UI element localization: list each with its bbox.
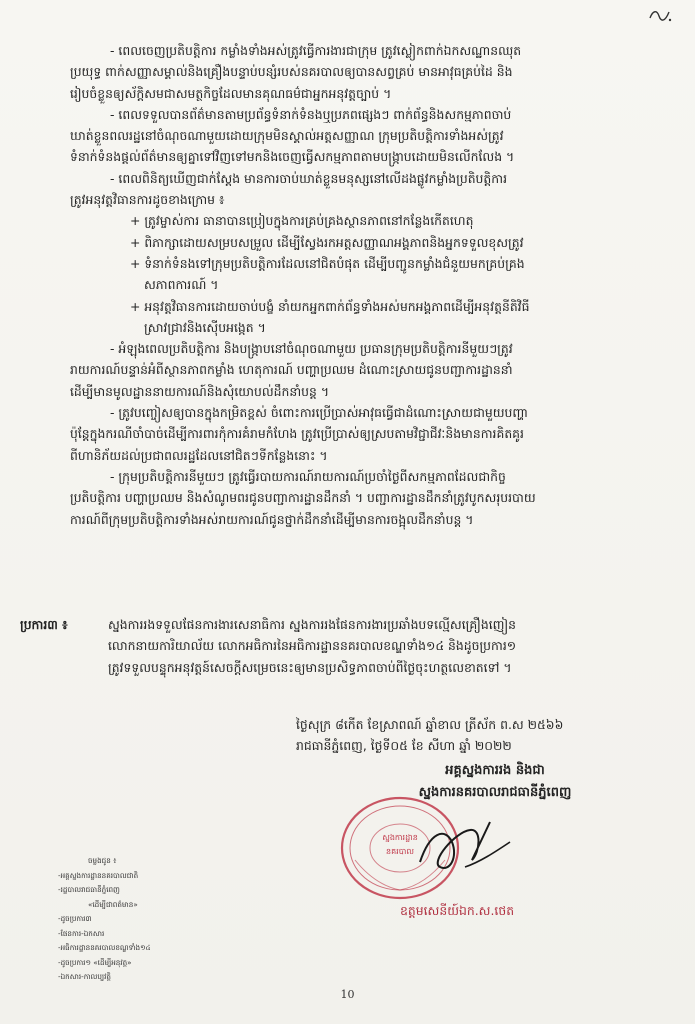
article-line: ស្នងការរងទទួលផែនការងារសេនាធិការ ស្នងការរងផែនការងារប្រឆាំងបទល្មើសគ្រឿងញៀន xyxy=(108,617,517,632)
bullet-item xyxy=(70,296,670,339)
text-line: + ពិភាក្សាដោយសម្របសម្រួល ដើម្បីស្វែងរកអត្តសញ្ញាណអង្គភាពនិងអ្នកទទួលខុសត្រូវ xyxy=(130,234,524,250)
article-line: លោកនាយការិយាល័យ លោកអធិការនៃអធិការដ្ឋាននគរបាលខណ្ឌទាំង១៤ និងដូចប្រការ១ xyxy=(108,638,517,654)
text-line: + ទំនាក់ទំនងទៅក្រុមប្រតិបត្តិការដែលនៅជិតបំផុត ដើម្បីបញ្ជូនកម្លាំងជំនួយមកគ្រប់គ្រង xyxy=(130,255,525,271)
signatory-name: ឧត្តមសេនីយ៍ឯក.ស.ថេត xyxy=(400,903,515,918)
lunar-date: ថ្ងៃសុក្រ ៨កើត ខែស្រាពណ៍ ឆ្នាំខាល ត្រីស័ក ព.ស ២៥៦៦ xyxy=(296,717,564,732)
text-line: - ពេលទទួលបានព័ត៌មានតាមប្រព័ន្ធទំនាក់ទំនងឬប្រភពផ្សេងៗ ពាក់ព័ន្ធនិងសកម្មភាពចាប់ xyxy=(110,106,512,122)
paragraph xyxy=(70,338,670,402)
text-line: ត្រូវអនុវត្តវិធានការដូចខាងក្រោម ៖ xyxy=(70,192,225,208)
text-line: រាយការណ៍បន្ទាន់អំពីស្ថានភាពកម្លាំង ហេតុការណ៍ បញ្ហាប្រឈម ដំណោះស្រាយជូនបញ្ជាការដ្ឋាននាំ xyxy=(70,362,513,378)
text-line: សភាពការណ៍ ។ xyxy=(144,277,219,293)
seal-top-text: ស្នងការដ្ឋាន xyxy=(382,833,418,842)
text-line: ពីហានិភ័យដល់ប្រជាពលរដ្ឋដែលនៅជិតៗទីកន្លែងនោះ ។ xyxy=(70,447,328,463)
cc-title: ចម្លងជូន ៖ xyxy=(88,856,117,865)
body-text xyxy=(70,40,670,530)
text-line: ស្រាវជ្រាវនិងស៊ើបអង្កេត ។ xyxy=(144,319,266,335)
paragraph xyxy=(70,40,670,104)
cc-item: -អគ្គស្នងការដ្ឋាននគរបាលជាតិ xyxy=(58,870,139,880)
handwritten-signature-icon xyxy=(410,812,520,882)
page-number: 10 xyxy=(340,988,355,1001)
text-line: ប្រតិបត្តិការ បញ្ហាប្រឈម និងសំណូមពរជូនបញ្ជាការដ្ឋានដឹកនាំ ។ បញ្ជាការដ្ឋានដឹកនាំត្រូវបូកសរុបរបាយ xyxy=(70,490,536,506)
text-line: ទំនាក់ទំនងផ្តល់ព័ត៌មានឲ្យគ្នាទៅវិញទៅមកនិងចេញធ្វើសកម្មភាពតាមបង្ក្រាបដោយមិនលើកលែង ។ xyxy=(70,149,515,165)
article-label: ប្រការ៣ ៖ xyxy=(20,617,68,632)
corner-scribble-icon xyxy=(647,6,673,26)
paragraph xyxy=(70,104,670,168)
text-line: - ត្រូវបញ្ចៀសឲ្យបានក្នុងកម្រិតខ្ពស់ ចំពោះការប្រើប្រាស់អាវុធធ្វើជាដំណោះស្រាយជាមួយបញ្ហា xyxy=(110,405,528,421)
cc-item: -រដ្ឋបាលរាជធានីភ្នំពេញ xyxy=(58,885,120,894)
bullet-item xyxy=(70,253,670,296)
date-block xyxy=(296,714,676,757)
seal-center-text: នគរបាល xyxy=(386,847,414,856)
cc-item: -អធិការដ្ឋាននគរបាលខណ្ឌទាំង១៤ xyxy=(58,943,151,952)
article-text xyxy=(108,614,688,678)
solar-date: រាជធានីភ្នំពេញ, ថ្ងៃទី០៥ ខែ សីហា ឆ្នាំ ២០២២ xyxy=(296,738,512,754)
text-line: ដើម្បីមានមូលដ្ឋាននាយការណ៍និងសុំយោបល់ដឹកនាំបន្ត ។ xyxy=(70,383,330,399)
cc-item: -ដូចប្រការ១ «ដើម្បីអនុវត្ត» xyxy=(58,957,132,967)
cc-list xyxy=(58,854,258,985)
paragraph xyxy=(70,168,670,211)
paragraph xyxy=(70,466,670,530)
text-line: - ពេលពិនិត្យឃើញជាក់ស្តែង មានការចាប់ឃាត់ខ្លួនមនុស្សនៅលើដងផ្លូវកម្លាំងប្រតិបត្តិការ xyxy=(110,170,508,186)
cc-item: «ដើម្បីជាពត៌មាន» xyxy=(88,899,138,909)
cc-item: -ដូចប្រការ៣ xyxy=(58,914,92,923)
bullet-item xyxy=(70,232,670,253)
bullet-item xyxy=(70,210,670,231)
cc-item: -ផែនការ-ឯកសារ xyxy=(58,928,105,938)
text-line: - ពេលចេញប្រតិបត្តិការ កម្លាំងទាំងអស់ត្រូវធ្វើការងារជាក្រុម ត្រូវស្លៀកពាក់ឯកសណ្ឋានឈុត xyxy=(110,43,522,58)
text-line: + ត្រូវម្ចាស់ការ ធានាបានប្រៀបក្នុងការគ្រប់គ្រងស្ថានភាពនៅកន្លែងកើតហេតុ xyxy=(130,213,474,229)
cc-item: -ឯកសារ-កាលប្បវត្តិ xyxy=(58,972,111,981)
signatory-line-2: ស្នងការនគរបាលរាជធានីភ្នំពេញ xyxy=(418,785,572,800)
text-line: ឃាត់ខ្លួនពលរដ្ឋនៅចំណុចណាមួយដោយក្រុមមិនស្គាល់អត្តសញ្ញាណ ក្រុមប្រតិបត្តិការទាំងអស់ត្រូវ xyxy=(70,128,504,144)
text-line: + អនុវត្តវិធានការដោយចាប់បង្ខំ នាំយកអ្នកពាក់ព័ន្ធទាំងអស់មកអង្គភាពដើម្បីអនុវត្តនីតិវិធី xyxy=(130,298,530,314)
article-line: ត្រូវទទួលបន្ទុកអនុវត្តន៍សេចក្តីសម្រេចនេះឲ្យមានប្រសិទ្ធភាពចាប់ពីថ្ងៃចុះហត្ថលេខាតទៅ ។ xyxy=(108,659,512,675)
text-line: - អំឡុងពេលប្រតិបត្តិការ និងបង្ក្រាបនៅចំណុចណាមួយ ប្រធានក្រុមប្រតិបត្តិការនីមួយៗត្រូវ xyxy=(110,341,513,357)
text-line: ការណ៍ពីក្រុមប្រតិបត្តិការទាំងអស់រាយការណ៍ជូនថ្នាក់ដឹកនាំដើម្បីមានការចង្អុលដឹកនាំបន្ត ។ xyxy=(70,511,474,527)
paragraph xyxy=(70,402,670,466)
text-line: រៀបចំខ្លួនឲ្យស័ក្តិសមជាសមត្ថកិច្ចដែលមានគុណធម៌ជាអ្នកអនុវត្តច្បាប់ ។ xyxy=(70,85,392,101)
text-line: ប្រយុទ្ធ ពាក់សញ្ញាសម្គាល់និងគ្រឿងបន្ទាប់បន្សំរបស់នគរបាលឲ្យបានសព្វគ្រប់ មានអាវុធគ្រប់ដៃ និង xyxy=(70,64,513,80)
text-line: ប៉ុន្តែក្នុងករណីចាំបាច់ដើម្បីការពារកុំការគំរាមកំហែង ត្រូវប្រើប្រាស់ឲ្យស្របតាមវិជ្ជាជីវៈនិងមានការគិតគូរ xyxy=(70,426,524,442)
text-line: - ក្រុមប្រតិបត្តិការនីមួយៗ ត្រូវធ្វើរបាយការណ៍រាយការណ៍ប្រចាំថ្ងៃពីសកម្មភាពដែលជាកិច្ច xyxy=(110,468,506,484)
signatory-line-1: អគ្គស្នងការរង និងជា xyxy=(445,763,545,778)
